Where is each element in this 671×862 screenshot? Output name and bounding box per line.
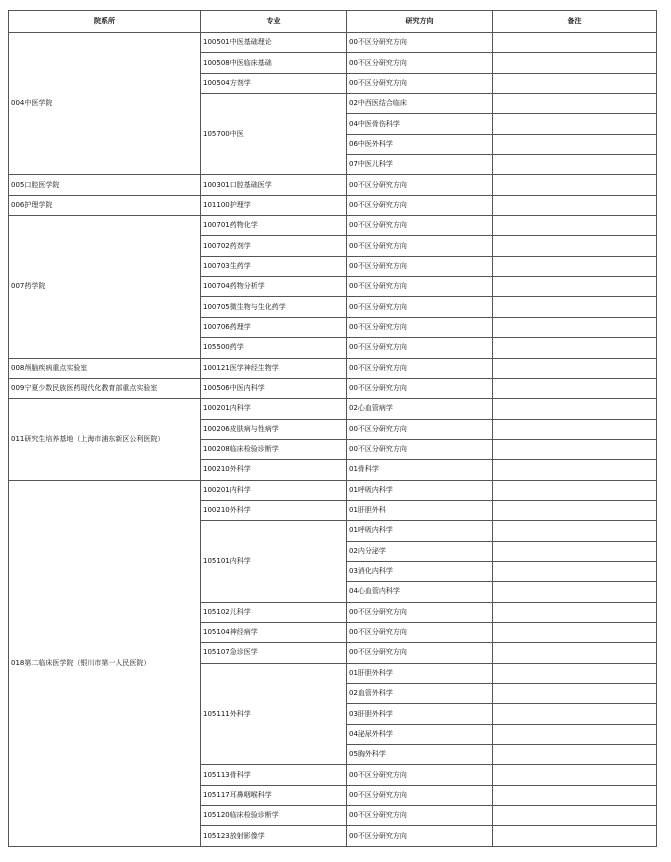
direction-cell: 00不区分研究方向 bbox=[347, 622, 493, 642]
major-cell: 100506中医内科学 bbox=[201, 378, 347, 398]
remarks-cell bbox=[493, 419, 657, 439]
major-cell: 100508中医临床基础 bbox=[201, 53, 347, 73]
remarks-cell bbox=[493, 745, 657, 765]
remarks-cell bbox=[493, 460, 657, 480]
major-cell: 105104神经病学 bbox=[201, 622, 347, 642]
admissions-table bbox=[8, 10, 657, 847]
direction-cell: 00不区分研究方向 bbox=[347, 256, 493, 276]
remarks-cell bbox=[493, 765, 657, 785]
major-cell: 100210外科学 bbox=[201, 460, 347, 480]
major-cell: 105123放射影像学 bbox=[201, 826, 347, 846]
department-cell: 011研究生培养基地（上海市浦东新区公利医院） bbox=[9, 399, 201, 480]
department-cell: 009宁夏少数民族医药现代化教育部重点实验室 bbox=[9, 378, 201, 398]
major-cell: 105113骨科学 bbox=[201, 765, 347, 785]
remarks-cell bbox=[493, 826, 657, 846]
major-cell: 101100护理学 bbox=[201, 195, 347, 215]
direction-cell: 02心血管病学 bbox=[347, 399, 493, 419]
major-cell: 100704药物分析学 bbox=[201, 277, 347, 297]
remarks-cell bbox=[493, 643, 657, 663]
major-cell: 105700中医 bbox=[201, 94, 347, 175]
table-row bbox=[9, 399, 657, 419]
table-row bbox=[9, 378, 657, 398]
remarks-cell bbox=[493, 500, 657, 520]
direction-cell: 00不区分研究方向 bbox=[347, 297, 493, 317]
direction-cell: 00不区分研究方向 bbox=[347, 785, 493, 805]
header-major: 专业 bbox=[201, 11, 347, 33]
header-row bbox=[9, 11, 657, 33]
direction-cell: 00不区分研究方向 bbox=[347, 806, 493, 826]
direction-cell: 00不区分研究方向 bbox=[347, 643, 493, 663]
direction-cell: 02血管外科学 bbox=[347, 684, 493, 704]
major-cell: 105102儿科学 bbox=[201, 602, 347, 622]
major-cell: 100206皮肤病与性病学 bbox=[201, 419, 347, 439]
major-cell: 100501中医基础理论 bbox=[201, 33, 347, 53]
direction-cell: 00不区分研究方向 bbox=[347, 765, 493, 785]
remarks-cell bbox=[493, 134, 657, 154]
direction-cell: 01呼吸内科学 bbox=[347, 521, 493, 541]
major-cell: 100504方剂学 bbox=[201, 73, 347, 93]
major-cell: 100702药剂学 bbox=[201, 236, 347, 256]
direction-cell: 00不区分研究方向 bbox=[347, 53, 493, 73]
remarks-cell bbox=[493, 114, 657, 134]
remarks-cell bbox=[493, 33, 657, 53]
direction-cell: 05胸外科学 bbox=[347, 745, 493, 765]
direction-cell: 02中西医结合临床 bbox=[347, 94, 493, 114]
major-cell: 100201内科学 bbox=[201, 399, 347, 419]
remarks-cell bbox=[493, 317, 657, 337]
direction-cell: 00不区分研究方向 bbox=[347, 175, 493, 195]
major-cell: 100301口腔基础医学 bbox=[201, 175, 347, 195]
remarks-cell bbox=[493, 439, 657, 459]
remarks-cell bbox=[493, 622, 657, 642]
header-department: 院系所 bbox=[9, 11, 201, 33]
table-row bbox=[9, 33, 657, 53]
direction-cell: 00不区分研究方向 bbox=[347, 33, 493, 53]
remarks-cell bbox=[493, 704, 657, 724]
admissions-table-container bbox=[8, 10, 657, 847]
major-cell: 100208临床检验诊断学 bbox=[201, 439, 347, 459]
remarks-cell bbox=[493, 256, 657, 276]
direction-cell: 04泌尿外科学 bbox=[347, 724, 493, 744]
direction-cell: 01肝胆外科学 bbox=[347, 663, 493, 683]
major-cell: 100706药理学 bbox=[201, 317, 347, 337]
remarks-cell bbox=[493, 216, 657, 236]
remarks-cell bbox=[493, 663, 657, 683]
direction-cell: 04心血管内科学 bbox=[347, 582, 493, 602]
remarks-cell bbox=[493, 785, 657, 805]
major-cell: 100210外科学 bbox=[201, 500, 347, 520]
remarks-cell bbox=[493, 378, 657, 398]
remarks-cell bbox=[493, 175, 657, 195]
remarks-cell bbox=[493, 358, 657, 378]
direction-cell: 00不区分研究方向 bbox=[347, 602, 493, 622]
direction-cell: 00不区分研究方向 bbox=[347, 419, 493, 439]
remarks-cell bbox=[493, 155, 657, 175]
table-row bbox=[9, 195, 657, 215]
remarks-cell bbox=[493, 73, 657, 93]
major-cell: 100703生药学 bbox=[201, 256, 347, 276]
direction-cell: 01肝胆外科 bbox=[347, 500, 493, 520]
header-direction: 研究方向 bbox=[347, 11, 493, 33]
remarks-cell bbox=[493, 684, 657, 704]
major-cell: 105500药学 bbox=[201, 338, 347, 358]
remarks-cell bbox=[493, 53, 657, 73]
major-cell: 100201内科学 bbox=[201, 480, 347, 500]
department-cell: 004中医学院 bbox=[9, 33, 201, 175]
department-cell: 008颅脑疾病重点实验室 bbox=[9, 358, 201, 378]
remarks-cell bbox=[493, 277, 657, 297]
direction-cell: 00不区分研究方向 bbox=[347, 358, 493, 378]
remarks-cell bbox=[493, 541, 657, 561]
header-remarks: 备注 bbox=[493, 11, 657, 33]
table-row bbox=[9, 175, 657, 195]
remarks-cell bbox=[493, 338, 657, 358]
table-row bbox=[9, 480, 657, 500]
remarks-cell bbox=[493, 724, 657, 744]
remarks-cell bbox=[493, 521, 657, 541]
remarks-cell bbox=[493, 236, 657, 256]
direction-cell: 00不区分研究方向 bbox=[347, 277, 493, 297]
major-cell: 105117耳鼻咽喉科学 bbox=[201, 785, 347, 805]
major-cell: 105101内科学 bbox=[201, 521, 347, 602]
direction-cell: 00不区分研究方向 bbox=[347, 216, 493, 236]
direction-cell: 00不区分研究方向 bbox=[347, 195, 493, 215]
remarks-cell bbox=[493, 480, 657, 500]
table-row bbox=[9, 216, 657, 236]
direction-cell: 00不区分研究方向 bbox=[347, 338, 493, 358]
remarks-cell bbox=[493, 561, 657, 581]
table-row bbox=[9, 358, 657, 378]
direction-cell: 00不区分研究方向 bbox=[347, 439, 493, 459]
direction-cell: 00不区分研究方向 bbox=[347, 73, 493, 93]
table-body bbox=[9, 33, 657, 847]
direction-cell: 02内分泌学 bbox=[347, 541, 493, 561]
major-cell: 100705微生物与生化药学 bbox=[201, 297, 347, 317]
direction-cell: 04中医骨伤科学 bbox=[347, 114, 493, 134]
department-cell: 006护理学院 bbox=[9, 195, 201, 215]
remarks-cell bbox=[493, 399, 657, 419]
major-cell: 105111外科学 bbox=[201, 663, 347, 765]
direction-cell: 00不区分研究方向 bbox=[347, 317, 493, 337]
remarks-cell bbox=[493, 94, 657, 114]
direction-cell: 00不区分研究方向 bbox=[347, 236, 493, 256]
remarks-cell bbox=[493, 195, 657, 215]
remarks-cell bbox=[493, 602, 657, 622]
direction-cell: 03消化内科学 bbox=[347, 561, 493, 581]
major-cell: 105107急诊医学 bbox=[201, 643, 347, 663]
direction-cell: 01骨科学 bbox=[347, 460, 493, 480]
remarks-cell bbox=[493, 582, 657, 602]
direction-cell: 01呼吸内科学 bbox=[347, 480, 493, 500]
direction-cell: 03肝胆外科学 bbox=[347, 704, 493, 724]
direction-cell: 07中医儿科学 bbox=[347, 155, 493, 175]
major-cell: 100121医学神经生物学 bbox=[201, 358, 347, 378]
department-cell: 005口腔医学院 bbox=[9, 175, 201, 195]
direction-cell: 06中医外科学 bbox=[347, 134, 493, 154]
department-cell: 007药学院 bbox=[9, 216, 201, 358]
major-cell: 105120临床检验诊断学 bbox=[201, 806, 347, 826]
direction-cell: 00不区分研究方向 bbox=[347, 378, 493, 398]
major-cell: 100701药物化学 bbox=[201, 216, 347, 236]
department-cell: 018第二临床医学院（银川市第一人民医院） bbox=[9, 480, 201, 846]
direction-cell: 00不区分研究方向 bbox=[347, 826, 493, 846]
remarks-cell bbox=[493, 297, 657, 317]
remarks-cell bbox=[493, 806, 657, 826]
